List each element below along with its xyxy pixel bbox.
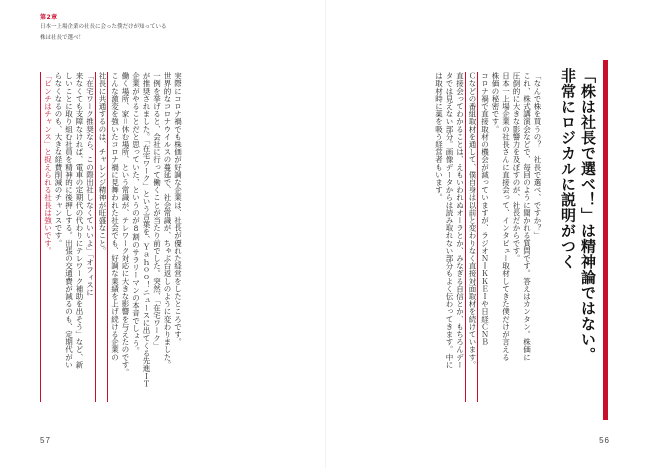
section-heading [558, 68, 598, 363]
paragraph-line: 企業がやることだと思っていた、というのが8割のサラリーマンの本音でしょう。 [131, 72, 141, 355]
page-number-left: 57 [40, 436, 51, 445]
running-header [40, 12, 440, 43]
paragraph-line: 一例を挙げると、会社に行って働くことが当たり前でした。突然、「在宅ワーク」 [152, 72, 162, 350]
paragraph-line: 日本一上場企業の社長さんに直接会って、インタビュー取材してきた僕だけが言える [501, 72, 511, 361]
section-heading-block [556, 60, 608, 420]
paragraph-line: らなくなるのも、大きな経費削減のチャンスです。 [54, 72, 63, 247]
heading-accent-bar [603, 60, 608, 420]
paragraph-line: 実際にコロナ禍でも株価が好調な企業は、社長が優れた経営をしたところです。 [173, 72, 183, 346]
chapter-label: 第2章 [40, 14, 58, 21]
paragraph-line: 株価の秘密です。 [491, 72, 500, 133]
paragraph-line: 直接会ってわかることは、えもいわれぬオーラとか、みなぎる自信とか、もちろんデー [455, 72, 465, 369]
page-number-right: 56 [599, 436, 610, 445]
paragraph-line: 来なくても支障なければ、電車の定期代の代わりにテレワーク補助を出そう」など、新 [75, 72, 84, 369]
running-title-line1: 日本一上場企業の社長に会った僕だけが知っている [40, 24, 167, 30]
highlighted-line: 社長に共通するのは、チャレンジ精神が旺盛なこと。 [95, 72, 108, 402]
heading-line-1: 「株は社長で選べ！」は精神論ではない。 [579, 68, 597, 363]
paragraph-line: 「在宅ワーク推奨なら、この際出社しなくていいよ」「オフィスに [85, 72, 95, 297]
paragraph-line: これ、株式講演会などで、毎回のように聞かれる質問です。答えはカンタン。株価に [522, 72, 532, 361]
highlighted-line: Ｃなどの番組取材を通して、僕自身は以前と変わりなく直接対面取材を続けています。 [465, 72, 478, 402]
page-gutter [325, 0, 326, 468]
paragraph-line: が推奨されました。「在宅ワーク」という言葉を、Ｙａｈｏｏ！ニュースに出てくる先進ＩＴ [142, 72, 151, 388]
paragraph-line: 圧倒的に大きな影響力を及ぼすのが、社長だからです。 [512, 72, 521, 262]
paragraph-line: は取材時に薬を吸う経営者もいます。 [434, 72, 444, 202]
paragraph-line: 働く場所、家＝休む場所、という常識が、テレワーク対応に大きな影響を与えたのです。 [121, 72, 130, 376]
left-page-body [40, 72, 183, 402]
right-page-body [433, 72, 542, 402]
highlighted-line: コロナ禍で直接取材の機会が減っていますが、ラジオＮＩＫＫＥＩや日経ＣＮＢ [477, 72, 490, 402]
running-title-line2: 株は社長で選べ！ [40, 35, 85, 41]
heading-line-2: 非常にロジカルに説明がつく [559, 68, 577, 270]
paragraph-line: タでは見えない部分。画像データからは読み取れない部分もよく伝わってきます。中に [445, 72, 454, 369]
highlighted-line: 「ピンチはチャンス」と捉えられる社長は強いです。 [40, 72, 53, 402]
paragraph-line: しいことに取り組む社員を精神的に後押しする。出張の交通費が減るのも、定期代がい [64, 72, 74, 369]
paragraph-line: 世界的なコロナウイルスの蔓延で、社会常識が、ちゃぶ台返しのように変わりました。 [163, 72, 172, 369]
highlighted-line: こんな激変を強いたコロナ禍に見舞われた社会でも、好調な業績を上げ続ける企業の [107, 72, 120, 402]
paragraph-line: 「なんで株を買うの？ 社長で選べ、ですか？」 [533, 72, 542, 240]
